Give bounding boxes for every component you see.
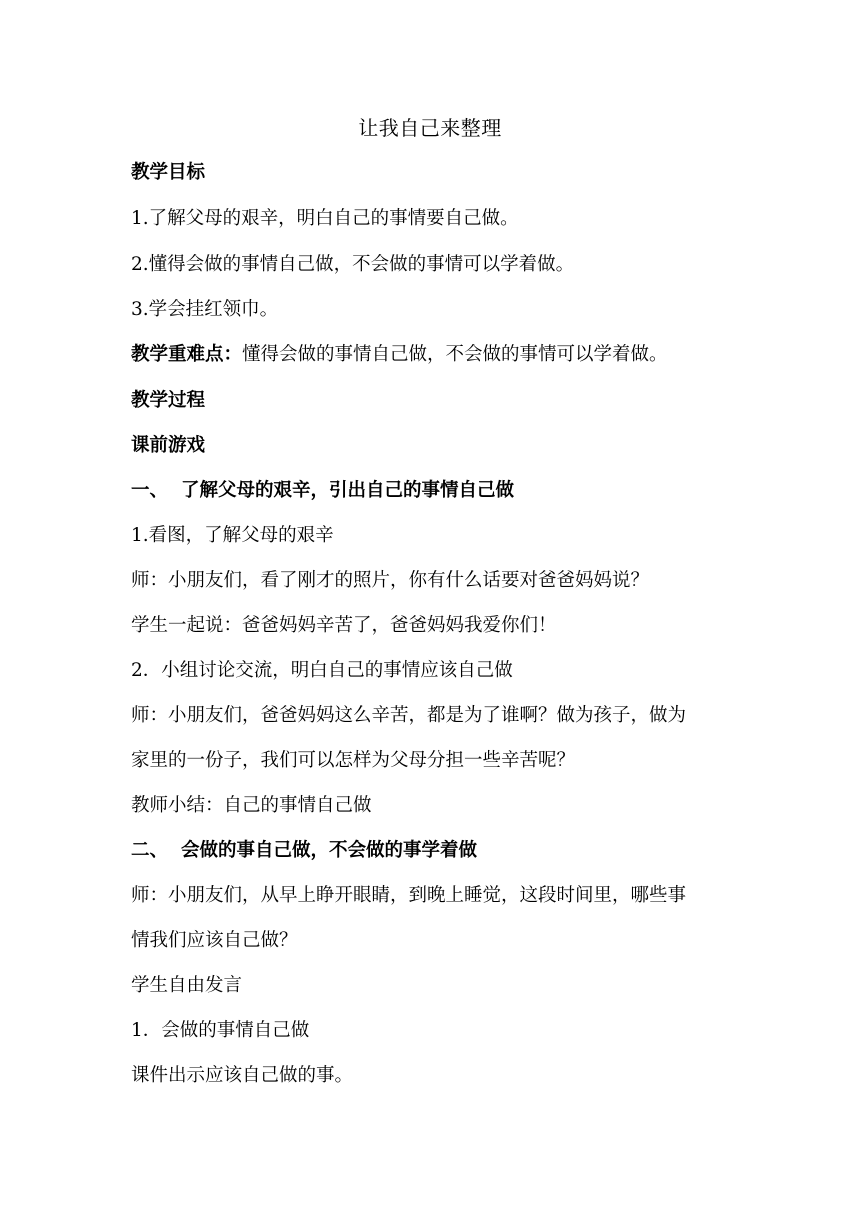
section-1-heading (131, 478, 741, 504)
objective-item: 1.了解父母的艰辛，明白自己的事情要自己做。 (131, 208, 519, 229)
section-1-number: 一、 (131, 480, 169, 501)
key-points-paragraph (131, 342, 741, 368)
section-1-line: 师：小朋友们，看了刚才的照片，你有什么话要对爸爸妈妈说？ (131, 570, 650, 591)
section-2-line: 师：小朋友们，从早上睁开眼睛，到晚上睡觉，这段时间里，哪些事 (131, 885, 687, 906)
section-1-line: 学生一起说：爸爸妈妈辛苦了，爸爸妈妈我爱你们！ (131, 615, 557, 636)
section-1-line: 家里的一份子，我们可以怎样为父母分担一些辛苦呢？ (131, 750, 576, 771)
objectives-heading: 教学目标 (131, 162, 206, 183)
warmup-heading: 课前游戏 (131, 435, 206, 456)
section-2-line: 1．会做的事情自己做 (131, 1020, 310, 1041)
section-1-title: 了解父母的艰辛，引出自己的事情自己做 (181, 480, 515, 501)
section-2-number: 二、 (131, 840, 169, 861)
document-title: 让我自己来整理 (358, 116, 502, 140)
objective-item: 2.懂得会做的事情自己做，不会做的事情可以学着做。 (131, 254, 575, 275)
key-points-text: 懂得会做的事情自己做，不会做的事情可以学着做。 (242, 344, 668, 365)
section-1-line: 1.看图，了解父母的艰辛 (131, 525, 334, 546)
objective-item: 3.学会挂红领巾。 (131, 299, 279, 320)
section-2-line: 情我们应该自己做？ (131, 930, 298, 951)
section-2-heading (131, 838, 741, 864)
section-1-line: 师：小朋友们，爸爸妈妈这么辛苦，都是为了谁啊？做为孩子，做为 (131, 705, 687, 726)
section-1-line: 2．小组讨论交流，明白自己的事情应该自己做 (131, 660, 513, 681)
key-points-label: 教学重难点： (131, 344, 243, 365)
section-2-line: 课件出示应该自己做的事。 (131, 1065, 354, 1086)
section-2-line: 学生自由发言 (131, 975, 243, 996)
section-2-title: 会做的事自己做，不会做的事学着做 (181, 840, 478, 861)
process-heading: 教学过程 (131, 390, 206, 411)
section-1-line: 教师小结：自己的事情自己做 (131, 795, 372, 816)
